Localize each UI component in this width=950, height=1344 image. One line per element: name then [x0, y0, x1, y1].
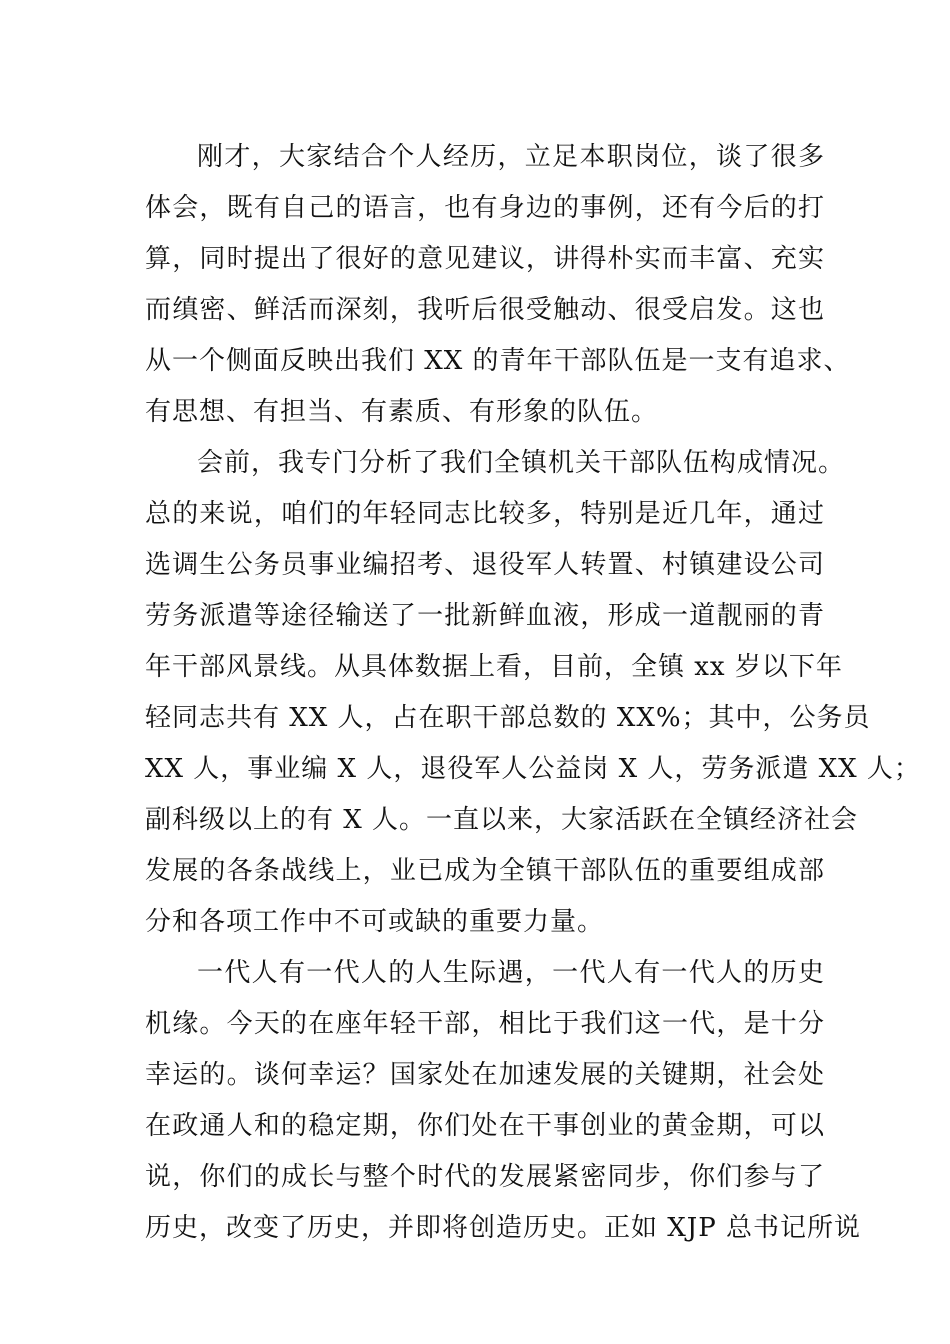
text-line: 幸运的。谈何幸运？国家处在加速发展的关键期，社会处 [145, 1060, 825, 1090]
paragraph-2 [145, 438, 921, 948]
text-line: 总的来说，咱们的年轻同志比较多，特别是近几年，通过 [145, 499, 825, 529]
text-line: 刚才，大家结合个人经历，立足本职岗位，谈了很多 [197, 142, 825, 172]
text-line: 从一个侧面反映出我们 XX 的青年干部队伍是一支有追求、 [145, 346, 851, 376]
paragraph-3 [145, 948, 861, 1254]
document-body [145, 132, 921, 1254]
text-line: 轻同志共有 XX 人，占在职干部总数的 XX%；其中，公务员 [145, 703, 871, 733]
paragraph-1 [145, 132, 851, 438]
text-line: 劳务派遣等途径输送了一批新鲜血液，形成一道靓丽的青 [145, 601, 825, 631]
text-line: 有思想、有担当、有素质、有形象的队伍。 [145, 397, 659, 427]
text-line: 而缜密、鲜活而深刻，我听后很受触动、很受启发。这也 [145, 295, 825, 325]
text-line: 年干部风景线。从具体数据上看，目前，全镇 xx 岁以下年 [145, 652, 843, 682]
text-line: 在政通人和的稳定期，你们处在干事创业的黄金期，可以 [145, 1111, 825, 1141]
text-line: 机缘。今天的在座年轻干部，相比于我们这一代，是十分 [145, 1009, 825, 1039]
text-line: 说，你们的成长与整个时代的发展紧密同步，你们参与了 [145, 1162, 825, 1192]
text-line: 历史，改变了历史，并即将创造历史。正如 XJP 总书记所说 [145, 1213, 861, 1243]
text-line: 一代人有一代人的人生际遇，一代人有一代人的历史 [197, 958, 825, 988]
text-line: XX 人，事业编 X 人，退役军人公益岗 X 人，劳务派遣 XX 人； [145, 754, 921, 784]
text-line: 选调生公务员事业编招考、退役军人转置、村镇建设公司 [145, 550, 825, 580]
text-line: 分和各项工作中不可或缺的重要力量。 [145, 907, 605, 937]
text-line: 体会，既有自己的语言，也有身边的事例，还有今后的打 [145, 193, 825, 223]
text-line: 发展的各条战线上，业已成为全镇干部队伍的重要组成部 [145, 856, 825, 886]
text-line: 副科级以上的有 X 人。一直以来，大家活跃在全镇经济社会 [145, 805, 859, 835]
text-line: 会前，我专门分析了我们全镇机关干部队伍构成情况。 [197, 448, 846, 478]
text-line: 算，同时提出了很好的意见建议，讲得朴实而丰富、充实 [145, 244, 825, 274]
